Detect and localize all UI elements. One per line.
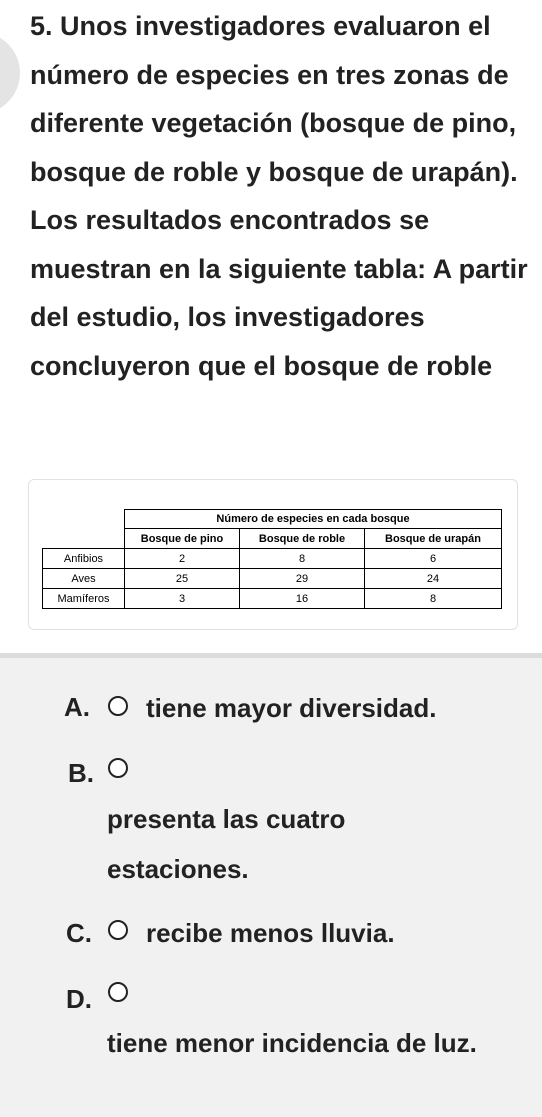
column-header: Bosque de urapán — [365, 529, 502, 549]
option-a-text: tiene mayor diversidad. — [146, 693, 437, 723]
table-row — [43, 569, 502, 589]
option-a-radio[interactable] — [108, 696, 128, 716]
option-b-text: presenta las cuatro estaciones. — [107, 804, 346, 884]
column-header: Bosque de pino — [125, 529, 240, 549]
option-c-text: recibe menos lluvia. — [146, 918, 395, 948]
option-b-letter: B. — [68, 758, 94, 788]
table-cell: 16 — [240, 589, 365, 609]
option-d-text: tiene menor incidencia de luz. — [107, 1028, 477, 1058]
row-label: Anfibios — [43, 549, 125, 569]
table-cell: 3 — [125, 589, 240, 609]
table-cell: 8 — [240, 549, 365, 569]
column-header: Bosque de roble — [240, 529, 365, 549]
table-row — [43, 549, 502, 569]
table-cell: 29 — [240, 569, 365, 589]
table-cell: 8 — [365, 589, 502, 609]
table-row — [43, 589, 502, 609]
table-cell: 24 — [365, 569, 502, 589]
table-cell: 25 — [125, 569, 240, 589]
table-title: Número de especies en cada bosque — [125, 510, 502, 529]
option-c-letter: C. — [66, 918, 92, 948]
table-cell: 2 — [125, 549, 240, 569]
table-image-card — [28, 479, 518, 630]
option-d-letter: D. — [66, 984, 92, 1014]
option-c-radio[interactable] — [108, 920, 128, 940]
species-table — [42, 509, 502, 609]
question-text: 5. Unos investigadores evaluaron el número de especies en tres zonas de diferente vegetación (bosque de pino, bosque de roble y bosque de urapán). Los resultados encontrados se muestran en la siguiente tabla: A partir del estudio, los investigadores concluyeron que el bosque de roble — [30, 11, 528, 381]
table-title-row — [43, 510, 502, 529]
option-b-radio[interactable] — [108, 758, 128, 778]
row-label: Mamíferos — [43, 589, 125, 609]
side-decoration — [0, 32, 20, 114]
table-header-row — [43, 529, 502, 549]
row-label: Aves — [43, 569, 125, 589]
table-cell: 6 — [365, 549, 502, 569]
answer-options — [0, 658, 542, 1117]
option-a-letter: A. — [64, 692, 90, 722]
option-d-radio[interactable] — [108, 982, 128, 1002]
